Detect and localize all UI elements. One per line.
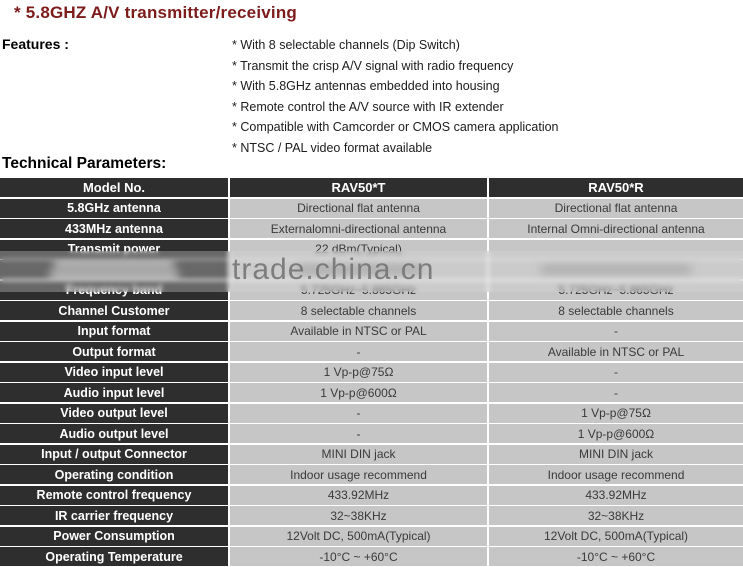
row-label: Channel Customer [0,301,228,320]
tech-parameters-heading: Technical Parameters: [2,155,167,172]
cell-value-rav50t: Directional flat antenna [230,199,487,218]
cell-value-rav50r: Indoor usage recommend [489,465,743,484]
features-list [232,35,559,159]
feature-item: * With 5.8GHz antennas embedded into housing [232,79,500,94]
cell-value-rav50t: 22 dBm(Typical) [230,240,487,259]
feature-item: * NTSC / PAL video format available [232,140,433,155]
tech-parameters-table [0,178,743,566]
cell-value-rav50r: 12Volt DC, 500mA(Typical) [489,527,743,546]
column-header-rav50t: RAV50*T [230,178,487,197]
row-label: Video output level [0,404,228,423]
cell-value-rav50r: 32~38KHz [489,506,743,525]
cell-value-rav50t: -10°C ~ +60°C [230,547,487,566]
cell-value-rav50r: 433.92MHz [489,486,743,505]
cell-value-rav50r: -10°C ~ +60°C [489,547,743,566]
row-label: Video input level [0,363,228,382]
row-label: Frequency band [0,281,228,300]
cell-value-rav50t: 1 Vp-p@75Ω [230,363,487,382]
cell-value-rav50r: Available in NTSC or PAL [489,342,743,361]
row-label: Input / output Connector [0,445,228,464]
cell-value-rav50t: MINI DIN jack [230,445,487,464]
row-label: 5.8GHz antenna [0,199,228,218]
cell-value-rav50r: Directional flat antenna [489,199,743,218]
cell-value-rav50r: 8 selectable channels [489,301,743,320]
cell-value-rav50r: 1 Vp-p@600Ω [489,424,743,443]
cell-value-rav50t: 8 selectable channels [230,301,487,320]
feature-item: * With 8 selectable channels (Dip Switch) [232,38,460,52]
cell-value-rav50r: - [489,322,743,341]
features-label: Features : [2,36,69,52]
cell-value-rav50r: 1 Vp-p@75Ω [489,404,743,423]
cell-value-rav50t: 1 Vp-p@600Ω [230,383,487,402]
cell-value-rav50t: - [230,404,487,423]
cell-value-rav50r: - [489,363,743,382]
watermark-text: trade.china.cn [232,253,435,286]
cell-value-rav50t: - [230,424,487,443]
cell-value-rav50t: 12Volt DC, 500mA(Typical) [230,527,487,546]
row-label: Audio output level [0,424,228,443]
cell-value-rav50r: - [489,383,743,402]
row-label: Output format [0,342,228,361]
row-label: Audio input level [0,383,228,402]
cell-value-rav50t: Externalomni-directional antenna [230,219,487,238]
column-header-model-no: Model No. [0,178,228,197]
row-label: Transmit power [0,240,228,259]
cell-value-rav50t: 5.725GHz~5.865GHz [230,281,487,300]
row-label: Input format [0,322,228,341]
page-title: * 5.8GHZ A/V transmitter/receiving [14,3,297,22]
cell-value-rav50t: 433.92MHz [230,486,487,505]
cell-value-rav50t: Available in NTSC or PAL [230,322,487,341]
cell-value-rav50r: Internal Omni-directional antenna [489,219,743,238]
column-header-rav50r: RAV50*R [489,178,743,197]
cell-value-rav50t: 32~38KHz [230,506,487,525]
row-label: Remote control frequency [0,486,228,505]
row-label: 433MHz antenna [0,219,228,238]
row-label: Power Consumption [0,527,228,546]
row-label: IR carrier frequency [0,506,228,525]
cell-value-rav50r: MINI DIN jack [489,445,743,464]
cell-value-rav50t: Indoor usage recommend [230,465,487,484]
row-label: Operating Temperature [0,547,228,566]
feature-item: * Transmit the crisp A/V signal with radio frequency [232,58,514,73]
cell-value-rav50t: - [230,342,487,361]
feature-item: * Remote control the A/V source with IR extender [232,99,504,114]
row-label: Operating condition [0,465,228,484]
feature-item: * Compatible with Camcorder or CMOS camera application [232,120,559,135]
cell-value-rav50r: 5.725GHz~5.865GHz [489,281,743,300]
watermark-overlay [0,251,743,292]
